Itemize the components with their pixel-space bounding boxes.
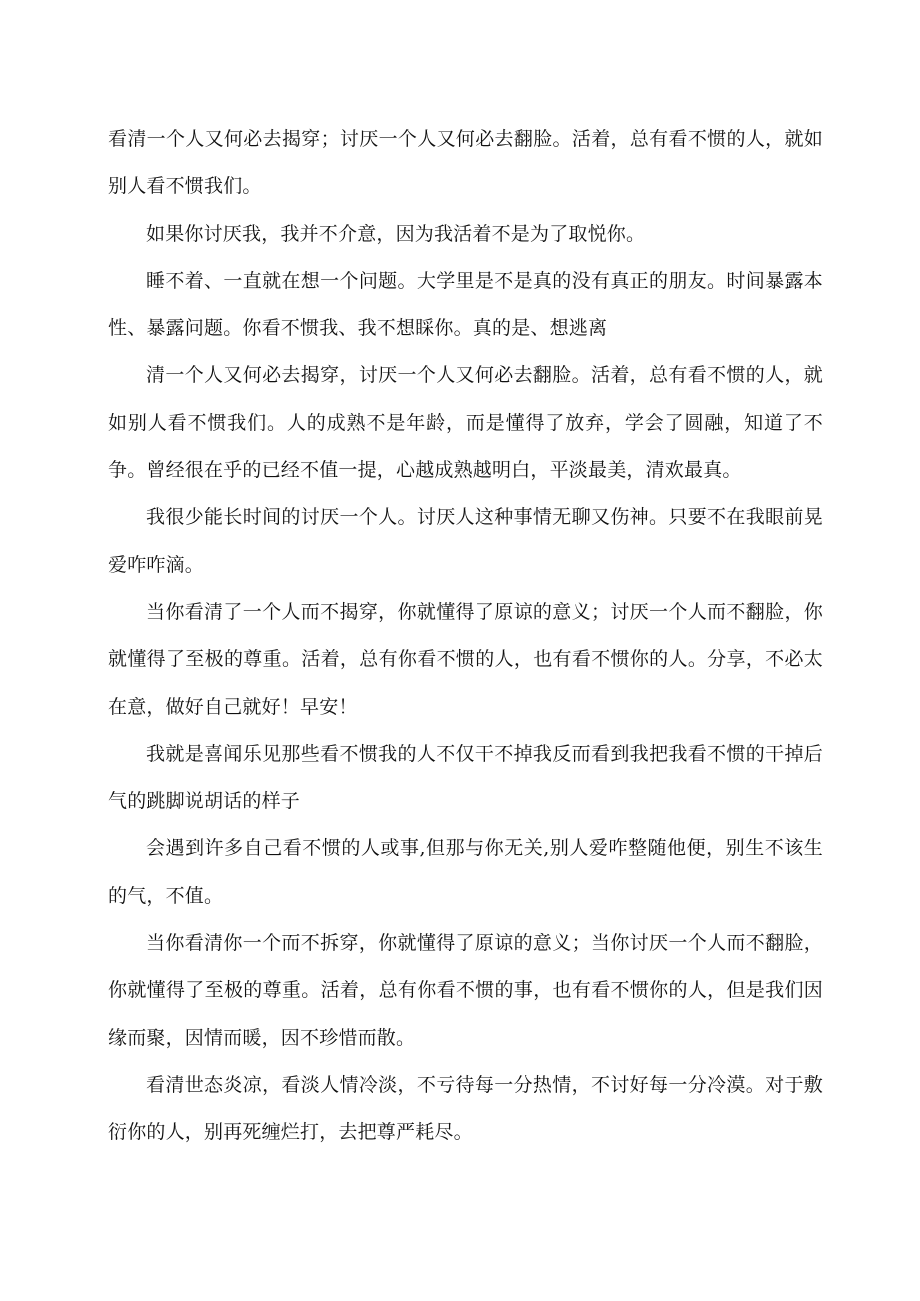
document-body <box>108 116 823 1157</box>
paragraph-7: 我就是喜闻乐见那些看不惯我的人不仅干不掉我反而看到我把我看不惯的干掉后气的跳脚说胡话的样子 <box>108 742 823 813</box>
paragraph-5: 我很少能长时间的讨厌一个人。讨厌人这种事情无聊又伤神。只要不在我眼前晃爱咋咋滴。 <box>108 506 823 576</box>
paragraph-2: 如果你讨厌我，我并不介意，因为我活着不是为了取悦你。 <box>146 222 646 245</box>
paragraph-6: 当你看清了一个人而不揭穿，你就懂得了原谅的意义；讨厌一个人而不翻脸，你就懂得了至极的尊重。活着，总有你看不惯的人，也有看不惯你的人。分享，不必太在意，做好自己就好！早安！ <box>108 600 823 718</box>
paragraph-3: 睡不着、一直就在想一个问题。大学里是不是真的没有真正的朋友。时间暴露本性、暴露问题。你看不惯我、我不想睬你。真的是、想逃离 <box>108 269 823 340</box>
paragraph-8: 会遇到许多自己看不惯的人或事,但那与你无关,别人爱咋整随他便，别生不该生的气，不值。 <box>108 837 823 907</box>
paragraph-10: 看清世态炎凉，看淡人情冷淡，不亏待每一分热情，不讨好每一分冷漠。对于敷衍你的人，别再死缠烂打，去把尊严耗尽。 <box>108 1073 823 1144</box>
paragraph-4: 清一个人又何必去揭穿，讨厌一个人又何必去翻脸。活着，总有看不惯的人，就如别人看不惯我们。人的成熟不是年龄，而是懂得了放弃，学会了圆融，知道了不争。曾经很在乎的已经不值一提，心越成熟越明白，平淡最美，清欢最真。 <box>108 364 823 482</box>
paragraph-9: 当你看清你一个而不拆穿，你就懂得了原谅的意义；当你讨厌一个人而不翻脸，你就懂得了至极的尊重。活着，总有你看不惯的事，也有看不惯你的人，但是我们因缘而聚，因情而暖，因不珍惜而散。 <box>108 932 823 1049</box>
paragraph-1: 看清一个人又何必去揭穿；讨厌一个人又何必去翻脸。活着，总有看不惯的人，就如别人看不惯我们。 <box>108 128 823 198</box>
